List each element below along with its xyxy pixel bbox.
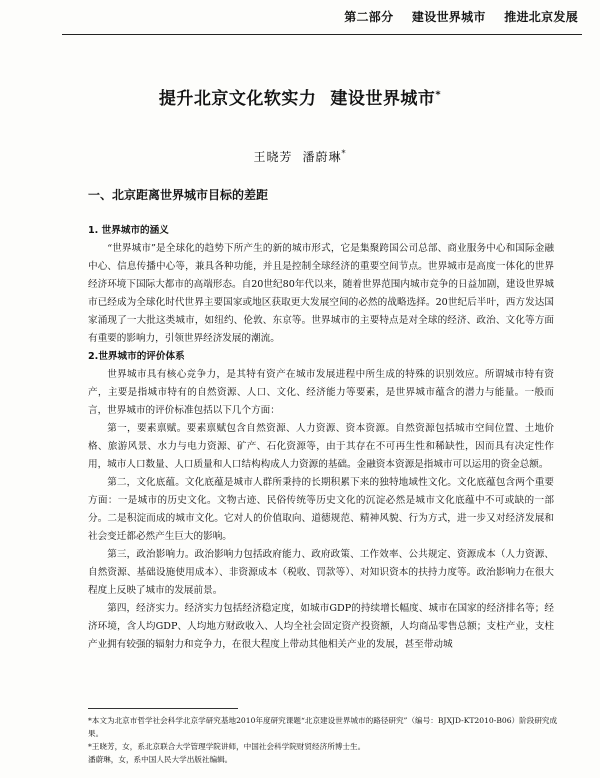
author-line — [0, 148, 600, 165]
title-main: 提升北京文化软实力 — [158, 89, 317, 109]
footnote: *王晓芳，女，系北京联合大学管理学院讲师，中国社会科学院财贸经济所博士生。 — [88, 742, 366, 751]
author-footnote-mark: * — [341, 149, 347, 158]
subsection-heading: 2.世界城市的评价体系 — [88, 351, 185, 362]
paragraph: 第四，经济实力。经济实力包括经济稳定度，如城市GDP的持续增长幅度、城市在国家的经济排名等；经济环境，含人均GDP、人均地方财政收入、人均全社会固定资产投资额，人均商品零售总额；支柱产业，支柱产业拥有较强的辐射力和竞争力，在很大程度上带动其他相关产业的发展，甚至带动城 — [88, 603, 554, 650]
title-footnote-mark: * — [435, 89, 442, 101]
header-divider — [62, 34, 582, 35]
author-second: 潘蔚琳 — [302, 150, 342, 164]
paragraph: 第三，政治影响力。政治影响力包括政府能力、政府政策、工作效率、公共规定、资源成本（人力资源、自然资源、基础设施使用成本）、非资源成本（税收、罚款等）、对知识资本的扶持力度等。政治影响力在很大程度上反映了城市的发展前景。 — [88, 549, 554, 596]
header-part-subtitle: 推进北京发展 — [504, 10, 578, 24]
subsection-heading: 1. 世界城市的涵义 — [88, 225, 169, 236]
article-title — [0, 84, 600, 109]
footnote: *本文为北京市哲学社会科学北京学研究基地2010年度研究课题“北京建设世界城市的路径研究”（编号：BJXJD-KT2010-B06）阶段研究成果。 — [88, 716, 558, 738]
paragraph: “世界城市”是全球化的趋势下所产生的新的城市形式，它是集聚跨国公司总部、商业服务中心和国际金融中心、信息传播中心等，兼具各种功能，并且是控制全球经济的重要空间节点。世界城市是高度一体化的世界经济环境下国际大都市的高端形态。自20世纪80年代以来，随着世界范围内城市竞争的日益加剧，建设世界城市已经成为全球化时代世界主要国家或地区获取更大发展空间的必然的战略选择。20世纪后半叶，西方发达国家涌现了一大批这类城市，如纽约、伦敦、东京等。世界城市的主要特点是对全球的经济、政治、文化等方面有重要的影响力，引领世界经济发展的潮流。 — [88, 243, 554, 344]
author-first: 王晓芳 — [253, 150, 293, 164]
body-text — [88, 222, 554, 654]
paragraph: 第二，文化底蕴。文化底蕴是城市人群所秉持的长期积累下来的独特地域性文化。文化底蕴包含两个重要方面：一是城市的历史文化。文物古迹、民俗传统等历史文化的沉淀必然是城市文化底蕴中不可或缺的一部分。二是积淀而成的城市文化。它对人的价值取向、道德规范、精神风貌、行为方式，进一步又对经济发展和社会变迁都必然产生巨大的影响。 — [88, 477, 554, 542]
running-header — [0, 8, 578, 25]
section-heading: 一、北京距离世界城市目标的差距 — [88, 188, 269, 202]
paragraph: 第一，要素禀赋。要素禀赋包含自然资源、人力资源、资本资源。自然资源包括城市空间位置、土地价格、旅游风景、水力与电力资源、矿产、石化资源等，由于其存在不可再生性和稀缺性，因而具有决定性作用，城市人口数量、人口质量和人口结构构成人力资源的基础。金融资本资源是指城市可以运用的资金总额。 — [88, 423, 554, 470]
header-part-title: 建设世界城市 — [411, 10, 486, 24]
paragraph: 世界城市具有核心竞争力，是其特有资产在城市发展进程中所生成的特殊的识别效应。所谓城市特有资产，主要是指城市特有的自然资源、人口、文化、经济能力等要素，是世界城市蕴含的潜力与能量。一般而言，世界城市的评价标准包括以下几个方面： — [88, 369, 554, 416]
footnote: 潘蔚琳，女，系中国人民大学出版社编辑。 — [88, 755, 233, 764]
footnotes — [88, 714, 558, 766]
footnote-divider — [88, 708, 238, 709]
header-part: 第二部分 — [344, 10, 394, 24]
title-second: 建设世界城市 — [330, 89, 436, 109]
